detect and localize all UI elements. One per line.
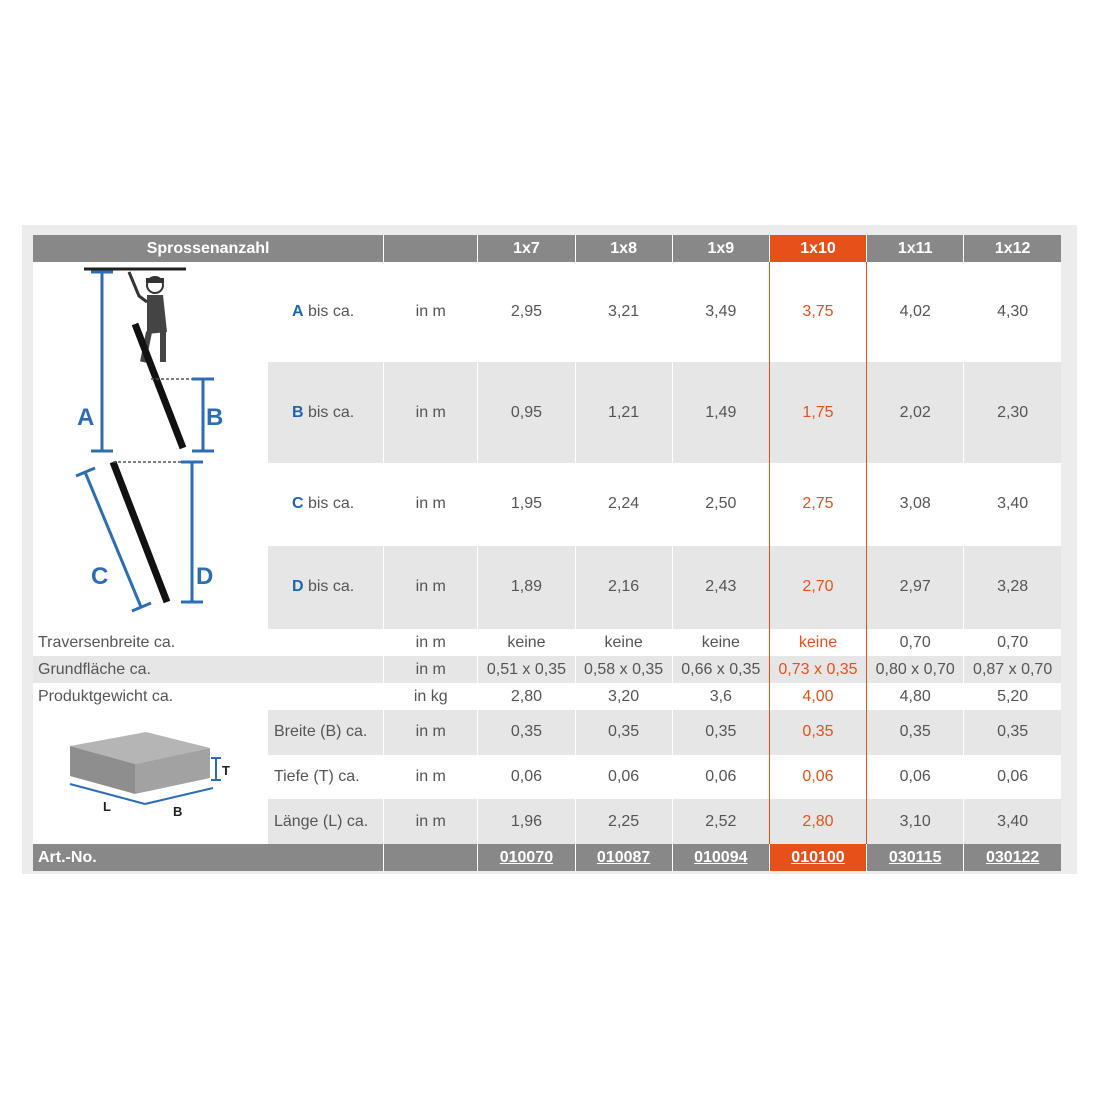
cell: 0,06 [478, 755, 575, 800]
row-d-unit: in m [384, 546, 478, 629]
footer-label: Art.-No. [33, 844, 384, 871]
header-col-1x10: 1x10 [769, 235, 866, 262]
row-label: Tiefe (T) ca. [267, 755, 383, 800]
row-grundflaeche [33, 656, 1061, 683]
cell: 3,08 [867, 463, 964, 546]
cell: 2,43 [672, 546, 769, 629]
cell-highlight: 0,73 x 0,35 [769, 656, 866, 683]
cell: 4,30 [964, 262, 1061, 362]
cell: 0,80 x 0,70 [867, 656, 964, 683]
row-label: Breite (B) ca. [267, 710, 383, 755]
label-b: B [206, 404, 224, 431]
row-a [33, 262, 1061, 362]
cell: 0,35 [867, 710, 964, 755]
row-c-unit: in m [384, 463, 478, 546]
cell: 0,06 [672, 755, 769, 800]
header-col-1x7: 1x7 [478, 235, 575, 262]
cell: 2,30 [964, 362, 1061, 462]
cell: 0,06 [575, 755, 672, 800]
cell: keine [672, 629, 769, 656]
row-d-label: D bis ca. [267, 546, 383, 629]
ladder-diagram [33, 262, 267, 624]
cell: 3,20 [575, 683, 672, 710]
label-t: T [222, 763, 230, 778]
cell: 3,21 [575, 262, 672, 362]
cell: 2,50 [672, 463, 769, 546]
cell: 2,95 [478, 262, 575, 362]
cell: 1,96 [478, 799, 575, 844]
label-l: L [103, 799, 111, 814]
cell: keine [575, 629, 672, 656]
cell: 0,06 [964, 755, 1061, 800]
cell: 2,24 [575, 463, 672, 546]
label-c: C [91, 563, 109, 590]
row-unit: in m [384, 710, 478, 755]
header-col-1x8: 1x8 [575, 235, 672, 262]
cell: 1,49 [672, 362, 769, 462]
cell: 0,70 [964, 629, 1061, 656]
footer-unit-cell [384, 844, 478, 871]
cell: 0,95 [478, 362, 575, 462]
cell: 1,89 [478, 546, 575, 629]
cell: 3,28 [964, 546, 1061, 629]
cell: 3,40 [964, 463, 1061, 546]
row-unit: in m [384, 799, 478, 844]
cell: 2,02 [867, 362, 964, 462]
art-no-link-010094[interactable]: 010094 [694, 848, 748, 866]
row-unit: in m [384, 656, 478, 683]
cell-highlight: 0,06 [769, 755, 866, 800]
cell: 3,49 [672, 262, 769, 362]
row-label: Traversenbreite ca. [33, 629, 384, 656]
cell: 2,97 [867, 546, 964, 629]
row-c-label: C bis ca. [267, 463, 383, 546]
footer-row [33, 844, 1061, 871]
cell: 0,70 [867, 629, 964, 656]
row-label: Länge (L) ca. [267, 799, 383, 844]
cell-highlight: 2,80 [769, 799, 866, 844]
cell: 1,21 [575, 362, 672, 462]
row-unit: in m [384, 755, 478, 800]
cell: 0,35 [478, 710, 575, 755]
cell-highlight: 3,75 [769, 262, 866, 362]
header-col-1x12: 1x12 [964, 235, 1061, 262]
cell: 0,87 x 0,70 [964, 656, 1061, 683]
row-label: Produktgewicht ca. [33, 683, 384, 710]
art-no-link-010087[interactable]: 010087 [596, 848, 651, 866]
cell: 0,35 [575, 710, 672, 755]
cell: 2,80 [478, 683, 575, 710]
cell: 0,06 [867, 755, 964, 800]
cell: 2,52 [672, 799, 769, 844]
label-b-package: B [173, 804, 183, 819]
cell: 1,95 [478, 463, 575, 546]
cell: keine [478, 629, 575, 656]
header-col-1x9: 1x9 [672, 235, 769, 262]
art-no-link-010070[interactable]: 010070 [499, 848, 554, 866]
header-col-1x11: 1x11 [867, 235, 964, 262]
row-b-unit: in m [384, 362, 478, 462]
cell-highlight: 0,35 [769, 710, 866, 755]
row-a-label: A bis ca. [267, 262, 383, 362]
cell: 5,20 [964, 683, 1061, 710]
header-title: Sprossenanzahl [33, 235, 384, 262]
cell: 4,02 [867, 262, 964, 362]
row-b-label: B bis ca. [267, 362, 383, 462]
cell: 0,51 x 0,35 [478, 656, 575, 683]
art-no-link-030122[interactable]: 030122 [985, 848, 1040, 866]
package-diagram-cell [33, 710, 267, 844]
cell-highlight: 1,75 [769, 362, 866, 462]
spec-table [33, 235, 1061, 871]
row-unit: in kg [384, 683, 478, 710]
cell: 3,40 [964, 799, 1061, 844]
cell-highlight: 2,70 [769, 546, 866, 629]
row-traversenbreite [33, 629, 1061, 656]
cell: 2,16 [575, 546, 672, 629]
cell: 4,80 [867, 683, 964, 710]
package-diagram [33, 710, 267, 839]
header-unit-cell [384, 235, 478, 262]
row-a-unit: in m [384, 262, 478, 362]
cell: 0,35 [672, 710, 769, 755]
label-a: A [77, 404, 95, 431]
cell-highlight: 4,00 [769, 683, 866, 710]
cell: 0,66 x 0,35 [672, 656, 769, 683]
cell: 0,35 [964, 710, 1061, 755]
cell: 0,58 x 0,35 [575, 656, 672, 683]
cell: 3,6 [672, 683, 769, 710]
label-d: D [196, 563, 214, 590]
art-no-link-030115[interactable]: 030115 [888, 848, 942, 866]
row-breite [33, 710, 1061, 755]
row-unit: in m [384, 629, 478, 656]
ladder-diagram-cell [33, 262, 267, 629]
cell-highlight: 2,75 [769, 463, 866, 546]
cell-highlight: keine [769, 629, 866, 656]
header-row [33, 235, 1061, 262]
row-produktgewicht [33, 683, 1061, 710]
row-label: Grundfläche ca. [33, 656, 384, 683]
cell: 3,10 [867, 799, 964, 844]
art-no-link-010100[interactable]: 010100 [791, 848, 845, 866]
cell: 2,25 [575, 799, 672, 844]
